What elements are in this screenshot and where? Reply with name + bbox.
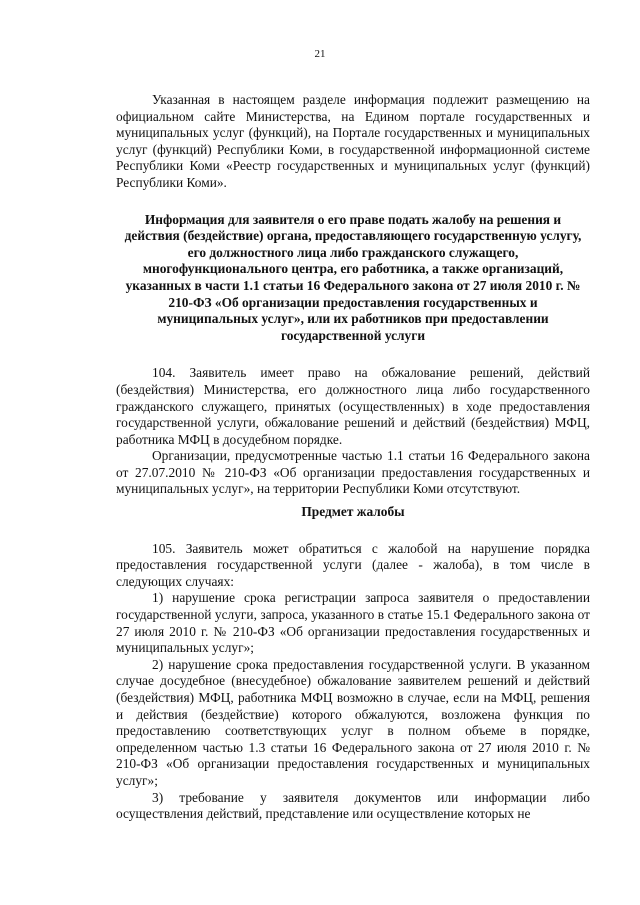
paragraph-publication-info: Указанная в настоящем разделе информация подлежит размещению на официальном сайте Министерства, на Едином портале государственных и муниципальных услуг (функций), на Портале государственных и муниципальных услуг (функций) Республики Коми, в государственной информационной системе Республики Коми «Реестр государственных и муниципальных услуг (функций) Республики Коми». — [116, 92, 590, 190]
document-body — [116, 92, 590, 823]
list-item-1: 1) нарушение срока регистрации запроса заявителя о предоставлении государственной услуги, запроса, указанного в статье 15.1 Федерального закона от 27 июля 2010 г. № 210-ФЗ «Об организации предоставления государственных и муниципальных услуг»; — [116, 590, 590, 656]
paragraph-organizations: Организации, предусмотренные частью 1.1 статьи 16 Федерального закона от 27.07.2010 № 210-ФЗ «Об организации предоставления государственных и муниципальных услуг», на территории Республики Коми отсутствуют. — [116, 448, 590, 497]
list-item-2: 2) нарушение срока предоставления государственной услуги. В указанном случае досудебное (внесудебное) обжалование заявителем решений и действий (бездействия) МФЦ, работника МФЦ возможно в случае, если на МФЦ, решения и действия (бездействие) которого обжалуются, возложена функция по предоставлению соответствующих услуг в полном объеме в порядке, определенном частью 1.3 статьи 16 Федерального закона от 27 июля 2010 г. № 210-ФЗ «Об организации предоставления государственных и муниципальных услуг»; — [116, 656, 590, 788]
paragraph-104: 104. Заявитель имеет право на обжалование решений, действий (бездействия) Министерства, его должностного лица либо государственного гражданского служащего, принятых (осуществленных) в ходе предоставления государственной услуги, обжалование решений и действий (бездействия) МФЦ, работника МФЦ в досудебном порядке. — [116, 365, 590, 447]
list-item-3: 3) требование у заявителя документов или информации либо осуществления действий, представление или осуществление которых не — [116, 789, 590, 822]
section-heading-complaint-right: Информация для заявителя о его праве подать жалобу на решения и действия (бездействие) органа, предоставляющего государственную услугу, его должностного лица либо гражданского служащего, многофункционального центра, его работника, а также организаций, указанных в части 1.1 статьи 16 Федерального закона от 27 июля 2010 г. № 210-ФЗ «Об организации предоставления государственных и муниципальных услуг», или их работников при предоставлении государственной услуги — [124, 211, 582, 343]
section-heading-complaint-subject: Предмет жалобы — [301, 504, 405, 520]
paragraph-105: 105. Заявитель может обратиться с жалобой на нарушение порядка предоставления государственной услуги (далее - жалоба), в том числе в следующих случаях: — [116, 540, 590, 589]
page-number: 21 — [314, 48, 326, 60]
